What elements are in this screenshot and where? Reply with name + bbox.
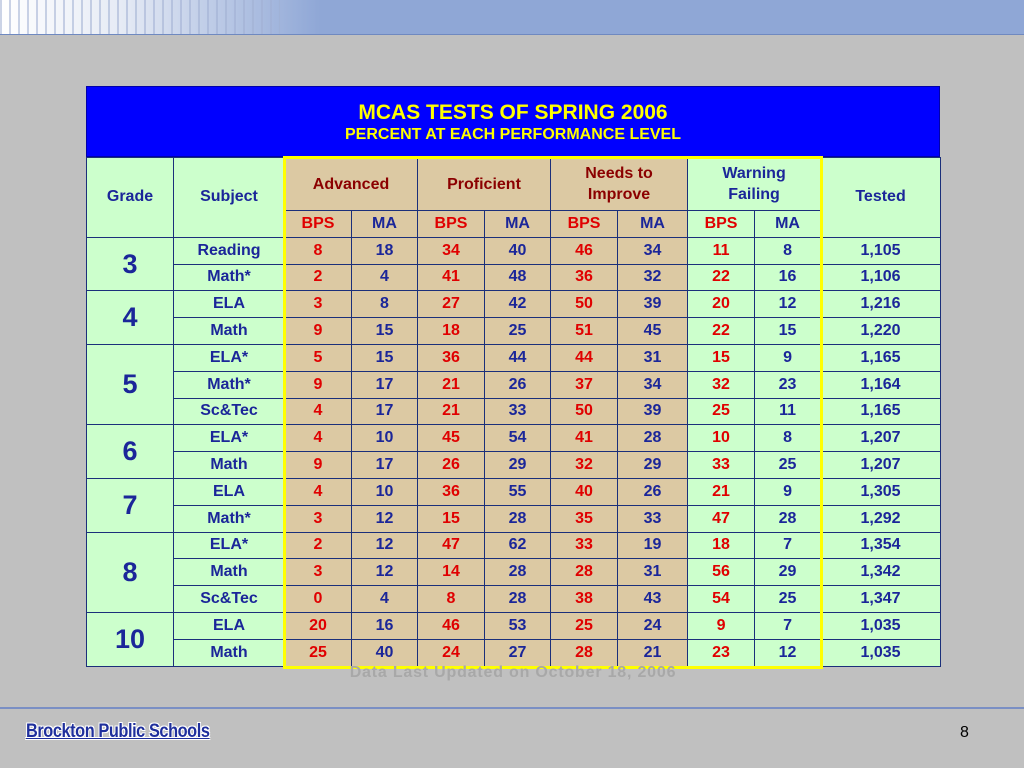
grade-cell: 6 bbox=[87, 425, 174, 479]
bps-value-cell: 51 bbox=[551, 318, 618, 345]
subject-header: Subject bbox=[174, 158, 285, 238]
ma-value-cell: 42 bbox=[485, 291, 551, 318]
bps-value-cell: 32 bbox=[551, 452, 618, 479]
table-row bbox=[87, 425, 941, 452]
bps-value-cell: 41 bbox=[418, 264, 485, 291]
ma-value-cell: 12 bbox=[352, 505, 418, 532]
bps-value-cell: 50 bbox=[551, 398, 618, 425]
ma-value-cell: 62 bbox=[485, 532, 551, 559]
grade-header: Grade bbox=[87, 158, 174, 238]
subject-cell: Math* bbox=[174, 505, 285, 532]
mcas-table-container bbox=[86, 86, 940, 667]
tested-cell: 1,216 bbox=[821, 291, 941, 318]
table-row bbox=[87, 505, 941, 532]
bps-value-cell: 47 bbox=[688, 505, 755, 532]
bps-value-cell: 5 bbox=[285, 344, 352, 371]
ma-value-cell: 23 bbox=[755, 371, 821, 398]
bps-value-cell: 3 bbox=[285, 559, 352, 586]
bps-value-cell: 4 bbox=[285, 398, 352, 425]
ma-value-cell: 39 bbox=[618, 291, 688, 318]
ma-value-cell: 40 bbox=[485, 237, 551, 264]
ma-value-cell: 24 bbox=[618, 612, 688, 639]
table-body bbox=[87, 237, 941, 666]
ma-value-cell: 12 bbox=[352, 532, 418, 559]
ma-value-cell: 53 bbox=[485, 612, 551, 639]
subject-cell: ELA bbox=[174, 612, 285, 639]
grade-cell: 4 bbox=[87, 291, 174, 345]
table-row bbox=[87, 291, 941, 318]
subject-cell: Sc&Tec bbox=[174, 398, 285, 425]
tested-cell: 1,292 bbox=[821, 505, 941, 532]
bps-value-cell: 34 bbox=[418, 237, 485, 264]
bps-value-cell: 33 bbox=[551, 532, 618, 559]
subject-cell: Math bbox=[174, 559, 285, 586]
ma-value-cell: 16 bbox=[755, 264, 821, 291]
bps-header: BPS bbox=[688, 211, 755, 238]
tested-cell: 1,165 bbox=[821, 344, 941, 371]
bps-value-cell: 18 bbox=[688, 532, 755, 559]
ma-value-cell: 17 bbox=[352, 452, 418, 479]
grade-cell: 5 bbox=[87, 344, 174, 424]
ma-header: MA bbox=[352, 211, 418, 238]
needs-improve-line2: Improve bbox=[587, 186, 651, 203]
tested-cell: 1,347 bbox=[821, 586, 941, 613]
bps-value-cell: 37 bbox=[551, 371, 618, 398]
bps-value-cell: 56 bbox=[688, 559, 755, 586]
bps-value-cell: 41 bbox=[551, 425, 618, 452]
ma-value-cell: 17 bbox=[352, 371, 418, 398]
ma-value-cell: 17 bbox=[352, 398, 418, 425]
tested-cell: 1,354 bbox=[821, 532, 941, 559]
grade-cell: 7 bbox=[87, 478, 174, 532]
ma-value-cell: 9 bbox=[755, 344, 821, 371]
ma-value-cell: 44 bbox=[485, 344, 551, 371]
bps-value-cell: 15 bbox=[688, 344, 755, 371]
bps-value-cell: 0 bbox=[285, 586, 352, 613]
grade-cell: 3 bbox=[87, 237, 174, 291]
table-row bbox=[87, 478, 941, 505]
bps-value-cell: 36 bbox=[418, 478, 485, 505]
subject-cell: ELA* bbox=[174, 532, 285, 559]
ma-value-cell: 28 bbox=[618, 425, 688, 452]
table-row bbox=[87, 398, 941, 425]
bps-value-cell: 10 bbox=[688, 425, 755, 452]
ma-value-cell: 12 bbox=[352, 559, 418, 586]
tested-cell: 1,342 bbox=[821, 559, 941, 586]
bps-value-cell: 2 bbox=[285, 264, 352, 291]
ma-value-cell: 4 bbox=[352, 586, 418, 613]
needs-improve-header bbox=[551, 158, 688, 211]
table-row bbox=[87, 237, 941, 264]
bps-header: BPS bbox=[551, 211, 618, 238]
brockton-logo: Brockton Public Schools bbox=[26, 721, 210, 742]
bps-value-cell: 36 bbox=[418, 344, 485, 371]
ma-value-cell: 21 bbox=[618, 639, 688, 666]
bps-value-cell: 9 bbox=[285, 371, 352, 398]
ma-value-cell: 29 bbox=[618, 452, 688, 479]
ma-value-cell: 31 bbox=[618, 559, 688, 586]
tested-cell: 1,105 bbox=[821, 237, 941, 264]
bps-header: BPS bbox=[285, 211, 352, 238]
bps-value-cell: 3 bbox=[285, 505, 352, 532]
bps-value-cell: 4 bbox=[285, 425, 352, 452]
bps-value-cell: 18 bbox=[418, 318, 485, 345]
bps-value-cell: 40 bbox=[551, 478, 618, 505]
bps-value-cell: 36 bbox=[551, 264, 618, 291]
ma-value-cell: 33 bbox=[485, 398, 551, 425]
grade-cell: 10 bbox=[87, 612, 174, 666]
bps-value-cell: 54 bbox=[688, 586, 755, 613]
ma-value-cell: 15 bbox=[352, 318, 418, 345]
table-row bbox=[87, 612, 941, 639]
tested-cell: 1,164 bbox=[821, 371, 941, 398]
ma-value-cell: 29 bbox=[485, 452, 551, 479]
bps-value-cell: 22 bbox=[688, 318, 755, 345]
ma-value-cell: 28 bbox=[755, 505, 821, 532]
subject-cell: ELA* bbox=[174, 425, 285, 452]
subject-cell: Math bbox=[174, 639, 285, 666]
subject-cell: ELA bbox=[174, 478, 285, 505]
tested-cell: 1,207 bbox=[821, 452, 941, 479]
tested-cell: 1,207 bbox=[821, 425, 941, 452]
ma-value-cell: 7 bbox=[755, 532, 821, 559]
ma-value-cell: 9 bbox=[755, 478, 821, 505]
table-row bbox=[87, 264, 941, 291]
ma-value-cell: 12 bbox=[755, 291, 821, 318]
subject-cell: Sc&Tec bbox=[174, 586, 285, 613]
proficient-header: Proficient bbox=[418, 158, 551, 211]
ma-value-cell: 39 bbox=[618, 398, 688, 425]
subject-cell: Math bbox=[174, 318, 285, 345]
bps-value-cell: 21 bbox=[418, 398, 485, 425]
tested-header: Tested bbox=[821, 158, 941, 238]
bps-value-cell: 25 bbox=[285, 639, 352, 666]
table-row bbox=[87, 344, 941, 371]
subject-cell: ELA bbox=[174, 291, 285, 318]
ma-header: MA bbox=[755, 211, 821, 238]
ma-value-cell: 55 bbox=[485, 478, 551, 505]
ma-value-cell: 32 bbox=[618, 264, 688, 291]
ma-value-cell: 4 bbox=[352, 264, 418, 291]
bps-value-cell: 38 bbox=[551, 586, 618, 613]
ma-value-cell: 19 bbox=[618, 532, 688, 559]
bps-value-cell: 3 bbox=[285, 291, 352, 318]
ma-value-cell: 40 bbox=[352, 639, 418, 666]
ma-value-cell: 7 bbox=[755, 612, 821, 639]
subject-cell: Math bbox=[174, 452, 285, 479]
ma-value-cell: 18 bbox=[352, 237, 418, 264]
ma-header: MA bbox=[618, 211, 688, 238]
ma-value-cell: 31 bbox=[618, 344, 688, 371]
bps-value-cell: 46 bbox=[418, 612, 485, 639]
warning-failing-line1: Warning bbox=[722, 165, 786, 182]
ma-value-cell: 28 bbox=[485, 505, 551, 532]
bps-value-cell: 24 bbox=[418, 639, 485, 666]
subject-cell: Reading bbox=[174, 237, 285, 264]
table-row bbox=[87, 318, 941, 345]
ma-value-cell: 25 bbox=[755, 452, 821, 479]
table-row bbox=[87, 559, 941, 586]
tested-cell: 1,220 bbox=[821, 318, 941, 345]
bps-value-cell: 15 bbox=[418, 505, 485, 532]
subject-cell: Math* bbox=[174, 264, 285, 291]
table-row bbox=[87, 586, 941, 613]
ma-header: MA bbox=[485, 211, 551, 238]
ma-value-cell: 8 bbox=[352, 291, 418, 318]
tested-cell: 1,035 bbox=[821, 639, 941, 666]
page-number: 8 bbox=[960, 724, 969, 741]
bps-value-cell: 32 bbox=[688, 371, 755, 398]
warning-failing-header bbox=[688, 158, 821, 211]
ma-value-cell: 12 bbox=[755, 639, 821, 666]
needs-improve-line1: Needs to bbox=[585, 165, 653, 182]
bps-value-cell: 21 bbox=[688, 478, 755, 505]
ma-value-cell: 10 bbox=[352, 425, 418, 452]
bps-value-cell: 25 bbox=[688, 398, 755, 425]
bps-value-cell: 9 bbox=[285, 452, 352, 479]
tested-cell: 1,106 bbox=[821, 264, 941, 291]
bps-value-cell: 50 bbox=[551, 291, 618, 318]
ma-value-cell: 28 bbox=[485, 586, 551, 613]
ma-value-cell: 15 bbox=[352, 344, 418, 371]
bps-value-cell: 26 bbox=[418, 452, 485, 479]
table-header bbox=[86, 86, 940, 157]
ma-value-cell: 28 bbox=[485, 559, 551, 586]
data-updated-note: Data Last Updated on October 18, 2006 bbox=[349, 664, 677, 681]
bps-value-cell: 2 bbox=[285, 532, 352, 559]
table-subtitle: PERCENT AT EACH PERFORMANCE LEVEL bbox=[344, 126, 681, 143]
subject-cell: Math* bbox=[174, 371, 285, 398]
ma-value-cell: 8 bbox=[755, 237, 821, 264]
bps-value-cell: 33 bbox=[688, 452, 755, 479]
warning-failing-line2: Failing bbox=[728, 186, 780, 203]
bps-value-cell: 8 bbox=[285, 237, 352, 264]
bps-value-cell: 20 bbox=[285, 612, 352, 639]
bps-value-cell: 35 bbox=[551, 505, 618, 532]
ma-value-cell: 11 bbox=[755, 398, 821, 425]
footer-divider bbox=[0, 707, 1024, 709]
ma-value-cell: 27 bbox=[485, 639, 551, 666]
table-row bbox=[87, 371, 941, 398]
advanced-header: Advanced bbox=[285, 158, 418, 211]
bps-value-cell: 45 bbox=[418, 425, 485, 452]
table-row bbox=[87, 639, 941, 666]
tested-cell: 1,305 bbox=[821, 478, 941, 505]
table-title: MCAS TESTS OF SPRING 2006 bbox=[358, 101, 668, 124]
bps-value-cell: 46 bbox=[551, 237, 618, 264]
ma-value-cell: 33 bbox=[618, 505, 688, 532]
ma-value-cell: 15 bbox=[755, 318, 821, 345]
results-table bbox=[86, 157, 941, 667]
ma-value-cell: 25 bbox=[485, 318, 551, 345]
tested-cell: 1,165 bbox=[821, 398, 941, 425]
ma-value-cell: 43 bbox=[618, 586, 688, 613]
bps-value-cell: 23 bbox=[688, 639, 755, 666]
bps-value-cell: 47 bbox=[418, 532, 485, 559]
bps-value-cell: 25 bbox=[551, 612, 618, 639]
ma-value-cell: 54 bbox=[485, 425, 551, 452]
ma-value-cell: 29 bbox=[755, 559, 821, 586]
bps-value-cell: 22 bbox=[688, 264, 755, 291]
bps-value-cell: 20 bbox=[688, 291, 755, 318]
bps-value-cell: 21 bbox=[418, 371, 485, 398]
table-row bbox=[87, 532, 941, 559]
ma-value-cell: 10 bbox=[352, 478, 418, 505]
ma-value-cell: 8 bbox=[755, 425, 821, 452]
ma-value-cell: 16 bbox=[352, 612, 418, 639]
ma-value-cell: 26 bbox=[618, 478, 688, 505]
table-row bbox=[87, 452, 941, 479]
bps-value-cell: 27 bbox=[418, 291, 485, 318]
grade-cell: 8 bbox=[87, 532, 174, 612]
bps-value-cell: 28 bbox=[551, 639, 618, 666]
banner-stripes bbox=[0, 0, 280, 34]
ma-value-cell: 25 bbox=[755, 586, 821, 613]
bps-value-cell: 44 bbox=[551, 344, 618, 371]
ma-value-cell: 26 bbox=[485, 371, 551, 398]
tested-cell: 1,035 bbox=[821, 612, 941, 639]
ma-value-cell: 45 bbox=[618, 318, 688, 345]
bps-value-cell: 9 bbox=[688, 612, 755, 639]
ma-value-cell: 34 bbox=[618, 237, 688, 264]
bps-value-cell: 4 bbox=[285, 478, 352, 505]
bps-header: BPS bbox=[418, 211, 485, 238]
subject-cell: ELA* bbox=[174, 344, 285, 371]
bps-value-cell: 28 bbox=[551, 559, 618, 586]
ma-value-cell: 34 bbox=[618, 371, 688, 398]
ma-value-cell: 48 bbox=[485, 264, 551, 291]
bps-value-cell: 14 bbox=[418, 559, 485, 586]
bps-value-cell: 8 bbox=[418, 586, 485, 613]
bps-value-cell: 9 bbox=[285, 318, 352, 345]
top-banner bbox=[0, 0, 1024, 35]
bps-value-cell: 11 bbox=[688, 237, 755, 264]
